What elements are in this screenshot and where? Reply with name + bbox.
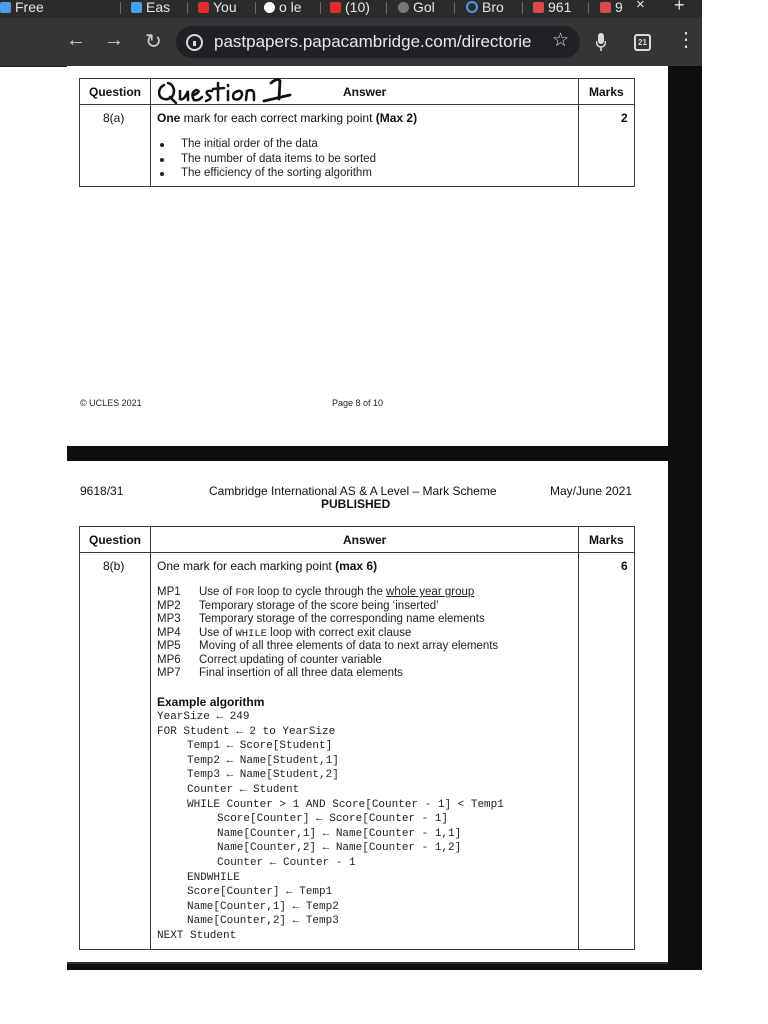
pseudocode-line: Counter ← Counter - 1 <box>217 857 356 869</box>
tab-label: Gol <box>413 0 435 15</box>
copyright-footer: © UCLES 2021 <box>80 398 142 408</box>
menu-icon[interactable]: ⋮ <box>676 29 696 51</box>
document-status: PUBLISHED <box>321 497 391 511</box>
header-marks: Marks <box>589 85 624 99</box>
marking-point-code: MP5 <box>157 640 181 652</box>
mp-keyword: WHILE <box>235 627 267 640</box>
youtube-icon <box>330 2 341 13</box>
paper-code: 9618/31 <box>80 484 124 498</box>
tab-favicon-icon <box>131 2 142 13</box>
tab-label: Free <box>15 0 44 15</box>
address-bar[interactable] <box>176 26 580 58</box>
back-arrow-icon[interactable]: ← <box>66 29 86 51</box>
marks-value: 6 <box>621 559 628 573</box>
youtube-icon <box>198 2 209 13</box>
site-info-icon[interactable] <box>186 34 203 51</box>
pdf-icon <box>600 2 611 13</box>
tab-item[interactable] <box>264 0 302 17</box>
browser-toolbar <box>0 18 702 67</box>
header-question: Question <box>89 533 142 547</box>
marking-point-code: MP7 <box>157 667 181 679</box>
tab-label: (10) <box>345 0 370 15</box>
tab-separator <box>588 2 589 14</box>
question-number: 8(b) <box>103 559 125 573</box>
answer-intro <box>157 559 377 573</box>
answer-bullets <box>157 137 557 181</box>
pseudocode-line: Name[Counter,2] ← Name[Counter - 1,2] <box>217 842 462 855</box>
pseudocode-line: ENDWHILE <box>187 871 240 884</box>
list-item: The number of data items to be sorted <box>157 152 557 167</box>
pseudocode-line: FOR Student ← 2 to YearSize <box>157 725 336 738</box>
tab-count-button[interactable]: 21 <box>634 34 651 51</box>
close-tab-icon[interactable]: × <box>636 0 645 13</box>
new-tab-button[interactable]: + <box>674 0 685 15</box>
mark-table-8a <box>79 78 635 187</box>
pseudocode-line: Temp1 ← Score[Student] <box>187 740 333 753</box>
google-icon <box>264 2 275 13</box>
marking-point-code: MP3 <box>157 613 181 625</box>
header-answer: Answer <box>343 85 387 99</box>
tab-item[interactable] <box>398 0 435 17</box>
marks-value: 2 <box>621 111 628 125</box>
forward-arrow-icon[interactable]: → <box>104 29 124 51</box>
pseudocode-line: YearSize ← 249 <box>157 711 250 723</box>
tab-item[interactable] <box>131 0 170 17</box>
tab-separator <box>255 2 256 14</box>
marking-point-text: Temporary storage of the corresponding name elements <box>199 613 485 625</box>
column-divider <box>150 527 151 949</box>
column-divider <box>578 527 579 949</box>
header-answer: Answer <box>343 533 387 547</box>
page-number: Page 8 of 10 <box>332 398 384 408</box>
pseudocode-line: WHILE Counter > 1 AND Score[Counter - 1] < Temp1 <box>187 798 504 811</box>
tab-label: 9 <box>615 0 623 15</box>
header-question: Question <box>89 85 142 99</box>
mp-text-part: loop to cycle through the <box>254 586 387 598</box>
pseudocode-block <box>157 711 567 943</box>
pseudocode-line: Temp2 ← Name[Student,1] <box>187 754 339 767</box>
pseudocode-line: Counter ← Student <box>187 784 300 796</box>
document-title: Cambridge International AS & A Level – Mark Scheme <box>209 484 497 498</box>
pseudocode-line: Temp3 ← Name[Student,2] <box>187 769 339 782</box>
tab-item[interactable] <box>198 0 237 17</box>
tab-separator <box>187 2 188 14</box>
bookmark-star-icon[interactable]: ☆ <box>552 30 570 51</box>
answer-intro-max: (max 6) <box>335 559 378 573</box>
tab-item[interactable] <box>466 0 504 17</box>
tab-strip <box>0 0 702 18</box>
handwritten-annotation <box>158 77 298 107</box>
pdf-page-9 <box>67 461 668 964</box>
tab-item[interactable] <box>0 0 44 17</box>
tab-favicon-icon <box>398 2 409 13</box>
mp-keyword: FOR <box>235 587 255 599</box>
page-bottom-rule <box>67 962 668 964</box>
answer-intro-bold: One <box>157 111 181 125</box>
mp-text-part: Use of <box>199 586 236 598</box>
mp-underlined: whole year group <box>386 586 475 598</box>
tab-label: o le <box>279 0 302 15</box>
tab-separator <box>320 2 321 14</box>
tab-separator <box>120 2 121 14</box>
list-item: The efficiency of the sorting algorithm <box>157 166 557 181</box>
mark-table-8b <box>79 526 635 950</box>
tab-item[interactable] <box>330 0 370 17</box>
tab-separator <box>386 2 387 14</box>
marking-point-text: Correct updating of counter variable <box>199 653 382 666</box>
pseudocode-line: Score[Counter] ← Score[Counter - 1] <box>217 813 449 826</box>
exam-session: May/June 2021 <box>550 484 633 498</box>
pseudocode-line: Score[Counter] ← Temp1 <box>187 886 333 899</box>
answer-intro-max: (Max 2) <box>375 111 418 125</box>
pdf-icon <box>533 2 544 13</box>
mp-text-part: loop with correct exit clause <box>266 626 412 639</box>
answer-intro-text: One mark for each marking point <box>157 559 336 573</box>
tab-favicon-icon <box>0 2 11 13</box>
tab-label: Eas <box>146 0 171 15</box>
marking-point-code: MP2 <box>157 599 181 612</box>
question-number: 8(a) <box>103 111 125 125</box>
pseudocode-line: NEXT Student <box>157 930 237 942</box>
example-algorithm-heading: Example algorithm <box>157 695 265 709</box>
marking-point-text <box>199 627 411 640</box>
right-margin <box>702 0 768 1024</box>
list-item: The initial order of the data <box>157 137 557 152</box>
url-text[interactable]: pastpapers.papacambridge.com/directorie <box>214 32 532 51</box>
header-marks: Marks <box>589 533 624 547</box>
answer-intro-text: mark for each correct marking point <box>180 111 376 125</box>
pseudocode-line: Name[Counter,1] ← Temp2 <box>187 900 339 913</box>
pseudocode-line: Name[Counter,1] ← Name[Counter - 1,1] <box>217 827 462 840</box>
column-divider <box>578 79 579 186</box>
mp-text-part: Use of <box>199 626 236 639</box>
marking-point-code: MP4 <box>157 626 181 639</box>
marking-point-text: Temporary storage of the score being ‘inserted’ <box>199 599 439 612</box>
tab-label: Bro <box>482 0 504 15</box>
column-divider <box>150 79 151 186</box>
tab-label: You <box>213 0 237 15</box>
loading-icon <box>466 1 478 13</box>
tab-separator <box>522 2 523 14</box>
tab-label: 961 <box>548 0 572 15</box>
marking-points <box>157 586 567 682</box>
marking-point-code: MP1 <box>157 586 181 598</box>
reload-icon[interactable]: ↻ <box>145 31 162 53</box>
marking-point-text <box>199 586 474 599</box>
microphone-icon[interactable] <box>596 33 606 51</box>
tab-item-active[interactable] <box>600 0 623 17</box>
marking-point-text: Final insertion of all three data elements <box>199 667 403 679</box>
answer-intro <box>157 111 417 125</box>
marking-point-code: MP6 <box>157 653 181 666</box>
pseudocode-line: Name[Counter,2] ← Temp3 <box>187 915 339 928</box>
pdf-page-8 <box>67 66 668 446</box>
tab-separator <box>454 2 455 14</box>
marking-point-text: Moving of all three elements of data to next array elements <box>199 640 499 652</box>
header-divider <box>80 552 634 553</box>
tab-item[interactable] <box>533 0 571 17</box>
